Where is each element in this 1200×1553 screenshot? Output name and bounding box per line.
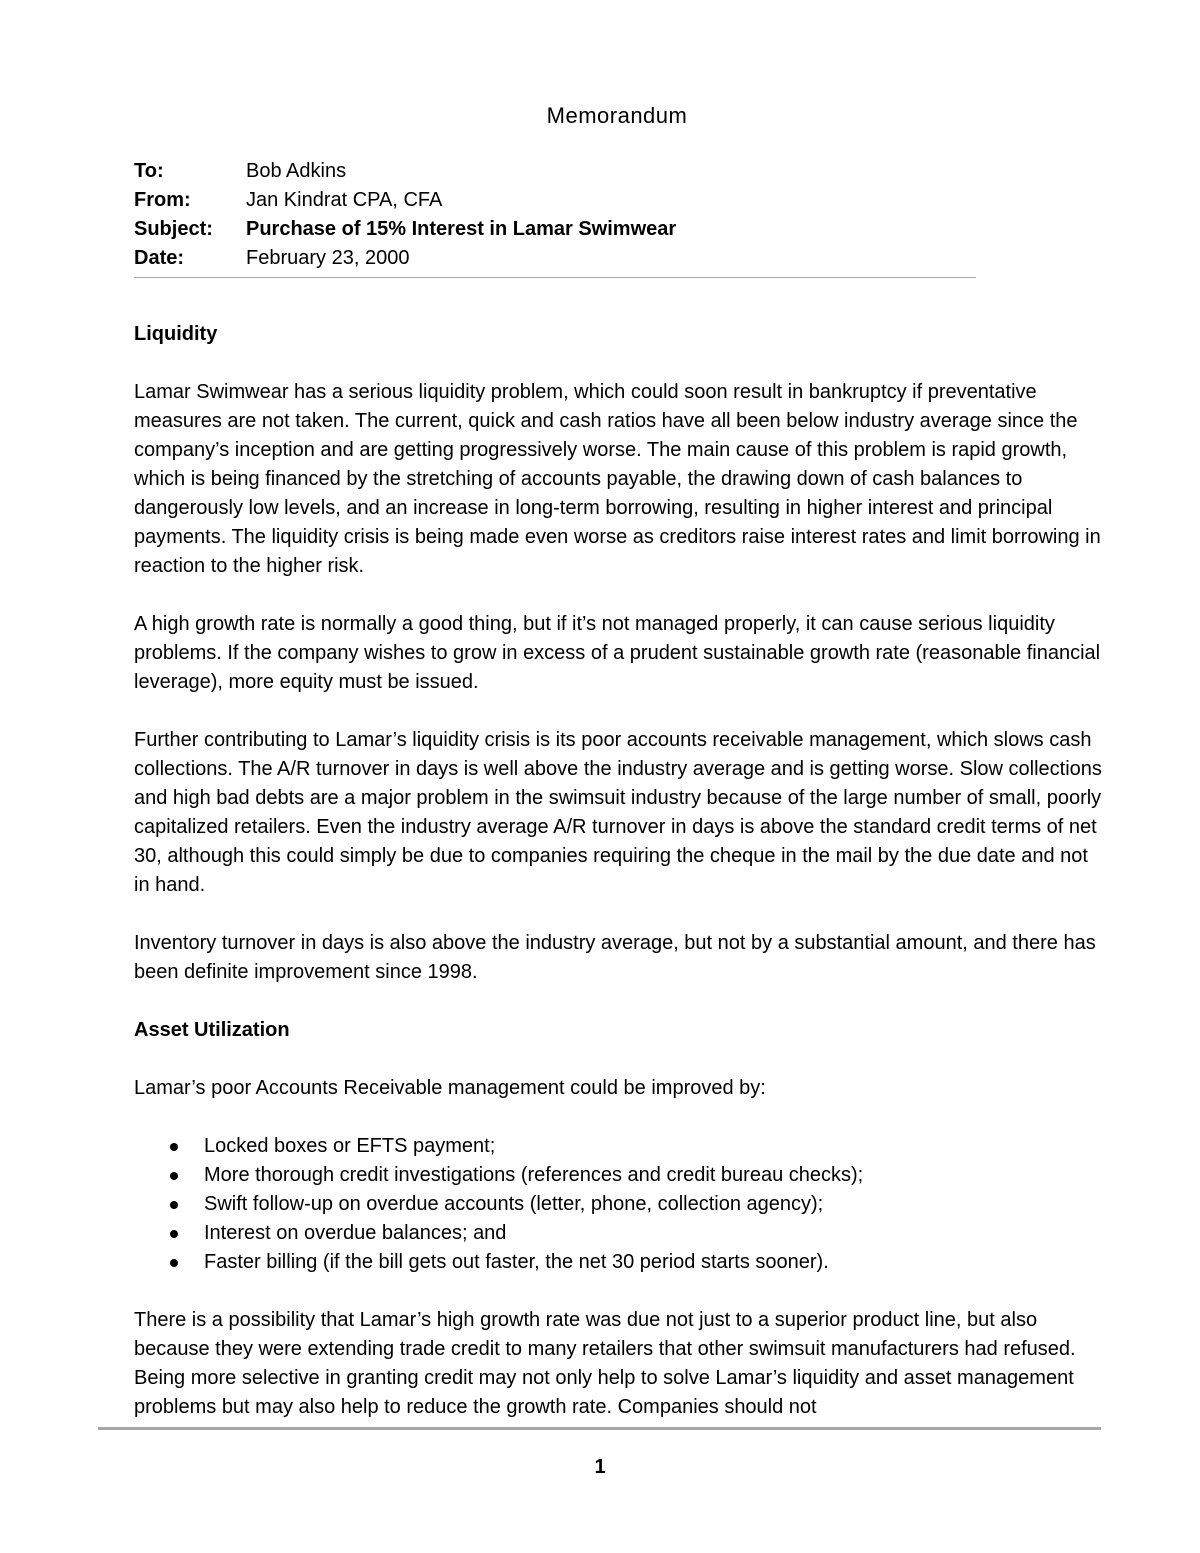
memo-to-label: To: (134, 160, 164, 182)
list-item-text: Swift follow-up on overdue accounts (letter, phone, collection agency); (204, 1193, 824, 1215)
list-item (134, 1190, 1109, 1219)
memo-subject-row (134, 215, 976, 244)
ar-improvement-list (134, 1132, 1109, 1277)
section-heading-asset-utilization: Asset Utilization (134, 1019, 290, 1041)
memo-from-row (134, 186, 976, 215)
liquidity-paragraph-2: A high growth rate is normally a good thing, but if it’s not managed properly, it can cause serious liquidity problems. If the company wishes to grow in excess of a prudent sustainable growth rate (reasonable financial leverage), more equity must be issued. (134, 613, 1101, 693)
bullet-icon (170, 1259, 178, 1267)
list-item-text: Interest on overdue balances; and (204, 1222, 507, 1244)
memo-subject-label: Subject: (134, 218, 213, 240)
memo-body (134, 320, 1109, 1451)
list-item-text: Faster billing (if the bill gets out faster, the net 30 period starts sooner). (204, 1251, 829, 1273)
memo-header (134, 157, 976, 278)
memo-subject-value: Purchase of 15% Interest in Lamar Swimwear (246, 218, 677, 240)
bullet-icon (170, 1201, 178, 1209)
liquidity-paragraph-3: Further contributing to Lamar’s liquidity crisis is its poor accounts receivable management, which slows cash collections. The A/R turnover in days is well above the industry average and is getting worse. Slow collections and high bad debts are a major problem in the swimsuit industry because of the large number of small, poorly capitalized retailers. Even the industry average A/R turnover in days is above the standard credit terms of net 30, although this could simply be due to companies requiring the cheque in the mail by the due date and not in hand. (134, 729, 1102, 896)
asset-utilization-intro: Lamar’s poor Accounts Receivable management could be improved by: (134, 1077, 766, 1099)
memo-to-row (134, 157, 976, 186)
memo-from-label: From: (134, 189, 191, 211)
list-item (134, 1248, 1109, 1277)
page-title: Memorandum (546, 103, 688, 128)
list-item (134, 1161, 1109, 1190)
list-item-text: More thorough credit investigations (references and credit bureau checks); (204, 1164, 864, 1186)
liquidity-paragraph-1: Lamar Swimwear has a serious liquidity problem, which could soon result in bankruptcy if preventative measures are not taken. The current, quick and cash ratios have all been below industry average since the company’s inception and are getting progressively worse. The main cause of this problem is rapid growth, which is being financed by the stretching of accounts payable, the drawing down of cash balances to dangerously low levels, and an increase in long-term borrowing, resulting in higher interest and principal payments. The liquidity crisis is being made even worse as creditors raise interest rates and limit borrowing in reaction to the higher risk. (134, 381, 1101, 577)
asset-utilization-paragraph: There is a possibility that Lamar’s high growth rate was due not just to a superior product line, but also because they were extending trade credit to many retailers that other swimsuit manufacturers had refused. Being more selective in granting credit may not only help to solve Lamar’s liquidity and asset management problems but may also help to reduce the growth rate. Companies should not (134, 1309, 1076, 1418)
bullet-icon (170, 1172, 178, 1180)
header-divider (134, 277, 976, 278)
list-item (134, 1219, 1109, 1248)
memo-to-value: Bob Adkins (246, 160, 347, 182)
list-item (134, 1132, 1109, 1161)
bullet-icon (170, 1143, 178, 1151)
bullet-icon (170, 1230, 178, 1238)
page-number: 1 (594, 1456, 606, 1478)
liquidity-paragraph-4: Inventory turnover in days is also above the industry average, but not by a substantial amount, and there has been definite improvement since 1998. (134, 932, 1096, 983)
section-heading-liquidity: Liquidity (134, 323, 218, 345)
memo-date-value: February 23, 2000 (246, 247, 410, 269)
memo-from-value: Jan Kindrat CPA, CFA (246, 189, 443, 211)
list-item-text: Locked boxes or EFTS payment; (204, 1135, 496, 1157)
footer-divider (98, 1427, 1101, 1430)
memo-date-row (134, 244, 976, 273)
memo-date-label: Date: (134, 247, 185, 269)
